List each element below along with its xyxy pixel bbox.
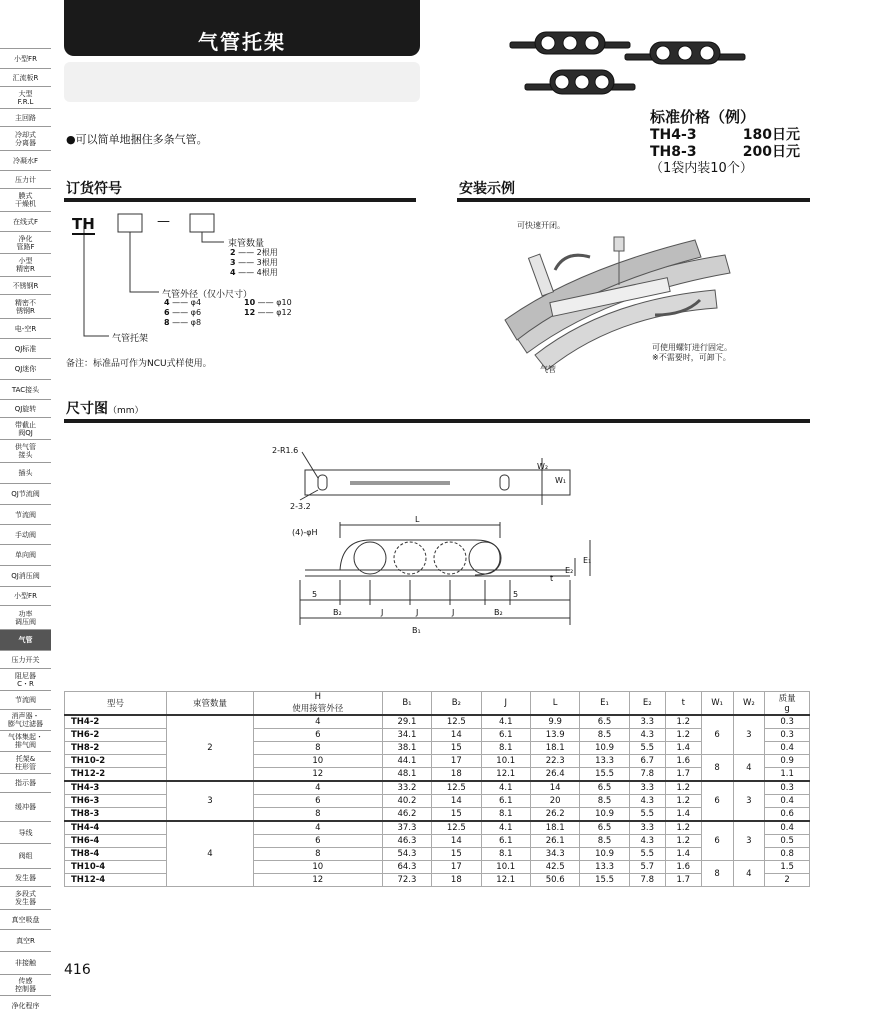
table-cell: 14 bbox=[432, 795, 481, 808]
table-cell: 3.3 bbox=[629, 781, 665, 795]
table-cell: 1.2 bbox=[665, 781, 701, 795]
table-cell: 1.2 bbox=[665, 795, 701, 808]
dia-row: 10 —— φ10 bbox=[244, 298, 292, 307]
sidebar-item[interactable]: 净化程序 bbox=[0, 995, 51, 1016]
table-cell: 6 bbox=[253, 795, 382, 808]
sidebar-item[interactable]: 托架& 柱形管 bbox=[0, 751, 51, 773]
table-cell: TH10-2 bbox=[65, 755, 167, 768]
table-cell: 4.3 bbox=[629, 729, 665, 742]
dim-E1: E₁ bbox=[583, 556, 592, 565]
sidebar-item[interactable]: 不锈钢R bbox=[0, 276, 51, 294]
count-row: 4 —— 4根用 bbox=[230, 268, 278, 277]
table-cell: 15 bbox=[432, 848, 481, 861]
table-cell: 1.4 bbox=[665, 848, 701, 861]
table-cell: 26.2 bbox=[530, 808, 579, 822]
dim-5-right: 5 bbox=[513, 590, 519, 599]
sidebar-item[interactable]: QJ迷你 bbox=[0, 358, 51, 379]
dim-B2: B₂ bbox=[333, 608, 342, 617]
table-cell: 15.5 bbox=[580, 874, 629, 887]
page-number: 416 bbox=[64, 962, 91, 978]
table-cell: 3.3 bbox=[629, 821, 665, 835]
table-row bbox=[65, 715, 810, 729]
sidebar-item[interactable]: TAC接头 bbox=[0, 379, 51, 399]
dim-5-left: 5 bbox=[312, 590, 318, 599]
order-dash: — bbox=[157, 214, 170, 229]
table-cell: 54.3 bbox=[382, 848, 431, 861]
sidebar-item[interactable]: 小型 精密R bbox=[0, 253, 51, 276]
dim-B2: B₂ bbox=[494, 608, 503, 617]
table-cell: 64.3 bbox=[382, 861, 431, 874]
table-cell: 1.2 bbox=[665, 729, 701, 742]
table-cell: 6 bbox=[701, 781, 733, 821]
table-cell: 0.4 bbox=[765, 795, 810, 808]
sidebar-item[interactable]: 阀组 bbox=[0, 843, 51, 868]
table-cell: 10.9 bbox=[580, 848, 629, 861]
table-cell: 14 bbox=[432, 835, 481, 848]
table-cell: 1.6 bbox=[665, 861, 701, 874]
table-cell: 38.1 bbox=[382, 742, 431, 755]
table-cell: 5.5 bbox=[629, 808, 665, 822]
table-cell: 6.1 bbox=[481, 795, 530, 808]
table-cell: 4.1 bbox=[481, 821, 530, 835]
table-cell: 3 bbox=[733, 715, 765, 755]
table-cell: 1.4 bbox=[665, 808, 701, 822]
table-cell: 8.1 bbox=[481, 742, 530, 755]
dimension-drawing bbox=[260, 440, 610, 645]
table-cell: 6.1 bbox=[481, 729, 530, 742]
sidebar-item[interactable]: 精密不 锈钢R bbox=[0, 294, 51, 318]
table-cell: 4 bbox=[253, 821, 382, 835]
table-cell: 8 bbox=[701, 861, 733, 887]
sidebar-item[interactable]: QJ消压阀 bbox=[0, 565, 51, 586]
order-note: 备注：标准品可作为NCU式样使用。 bbox=[66, 359, 212, 369]
sidebar-item[interactable]: 真空吸盘 bbox=[0, 909, 51, 929]
sidebar-item[interactable]: 导线 bbox=[0, 821, 51, 843]
sidebar-item[interactable]: 小型FR bbox=[0, 48, 51, 68]
sidebar-item[interactable]: 在线式F bbox=[0, 211, 51, 231]
table-cell: TH12-2 bbox=[65, 768, 167, 782]
table-cell: 1.2 bbox=[665, 835, 701, 848]
table-cell: 8 bbox=[701, 755, 733, 782]
table-cell: 34.3 bbox=[530, 848, 579, 861]
table-cell: TH6-4 bbox=[65, 835, 167, 848]
table-cell: TH4-4 bbox=[65, 821, 167, 835]
sidebar-item[interactable]: 大型 F.R.L bbox=[0, 86, 51, 108]
table-header-row bbox=[65, 692, 810, 716]
install-remove-label: ※不需要时，可卸下。 bbox=[652, 353, 731, 362]
table-cell: TH4-2 bbox=[65, 715, 167, 729]
order-heading-bar bbox=[64, 198, 416, 202]
table-cell: 2 bbox=[167, 715, 254, 781]
column-header: t bbox=[665, 692, 701, 716]
table-cell: 8.5 bbox=[580, 795, 629, 808]
table-cell: 12.5 bbox=[432, 715, 481, 729]
sidebar-item[interactable]: 发生器 bbox=[0, 868, 51, 886]
table-cell: 10.1 bbox=[481, 861, 530, 874]
table-cell: 8.1 bbox=[481, 808, 530, 822]
table-cell: 0.3 bbox=[765, 715, 810, 729]
table-cell: 1.6 bbox=[665, 755, 701, 768]
table-cell: 3 bbox=[167, 781, 254, 821]
table-cell: 4 bbox=[733, 861, 765, 887]
table-cell: 10 bbox=[253, 861, 382, 874]
table-cell: 1.1 bbox=[765, 768, 810, 782]
table-cell: 0.6 bbox=[765, 808, 810, 822]
table-cell: 8.1 bbox=[481, 848, 530, 861]
table-cell: 4.1 bbox=[481, 781, 530, 795]
table-cell: 6.5 bbox=[580, 821, 629, 835]
table-cell: 3.3 bbox=[629, 715, 665, 729]
column-header: E₁ bbox=[580, 692, 629, 716]
sidebar-item[interactable]: 冷却式 分离器 bbox=[0, 126, 51, 150]
sidebar-item[interactable]: 气体集起・ 排气阀 bbox=[0, 730, 51, 751]
table-cell: 26.4 bbox=[530, 768, 579, 782]
order-code-diagram bbox=[64, 208, 416, 348]
table-cell: 3 bbox=[733, 781, 765, 821]
title-banner bbox=[64, 0, 420, 56]
table-cell: TH10-4 bbox=[65, 861, 167, 874]
install-heading-bar bbox=[457, 198, 810, 202]
sidebar-item[interactable]: 压力开关 bbox=[0, 650, 51, 668]
sidebar-item[interactable]: 供气管 接头 bbox=[0, 439, 51, 462]
table-cell: 7.8 bbox=[629, 768, 665, 782]
table-cell: 4 bbox=[253, 715, 382, 729]
table-cell: 4 bbox=[167, 821, 254, 887]
table-cell: 0.9 bbox=[765, 755, 810, 768]
table-cell: 20 bbox=[530, 795, 579, 808]
sidebar-item[interactable]: 多段式 发生器 bbox=[0, 886, 51, 909]
table-cell: 44.1 bbox=[382, 755, 431, 768]
install-tube-label: 气管 bbox=[540, 365, 556, 374]
table-cell: 33.2 bbox=[382, 781, 431, 795]
table-cell: 10.9 bbox=[580, 808, 629, 822]
sidebar-item[interactable]: 压力计 bbox=[0, 170, 51, 188]
table-cell: 6.5 bbox=[580, 715, 629, 729]
dia-row: 4 —— φ4 bbox=[164, 298, 202, 307]
sidebar-item[interactable]: 功率 调压阀 bbox=[0, 605, 51, 629]
product-photo bbox=[505, 22, 755, 112]
table-cell: 22.3 bbox=[530, 755, 579, 768]
dim-w2: W₂ bbox=[537, 462, 549, 471]
sidebar-item[interactable]: 电-空R bbox=[0, 318, 51, 338]
dia-row: 6 —— φ6 bbox=[164, 308, 202, 317]
table-cell: TH8-4 bbox=[65, 848, 167, 861]
table-cell: 1.7 bbox=[665, 874, 701, 887]
table-cell: 10.9 bbox=[580, 742, 629, 755]
table-cell: 1.7 bbox=[665, 768, 701, 782]
sidebar-item[interactable]: 传感 控制器 bbox=[0, 974, 51, 995]
dim-L: L bbox=[415, 515, 420, 524]
table-cell: TH8-3 bbox=[65, 808, 167, 822]
table-cell: TH6-3 bbox=[65, 795, 167, 808]
table-cell: 12.1 bbox=[481, 874, 530, 887]
sidebar-item[interactable]: 冷凝水F bbox=[0, 150, 51, 170]
table-cell: 12 bbox=[253, 874, 382, 887]
table-cell: 46.3 bbox=[382, 835, 431, 848]
sidebar-item[interactable]: 气管 bbox=[0, 629, 51, 650]
sidebar-item[interactable]: 插头 bbox=[0, 462, 51, 483]
sidebar-item[interactable]: 手动阀 bbox=[0, 524, 51, 544]
table-cell: 34.1 bbox=[382, 729, 431, 742]
table-cell: 18 bbox=[432, 874, 481, 887]
table-cell: 18 bbox=[432, 768, 481, 782]
table-cell: 26.1 bbox=[530, 835, 579, 848]
table-cell: 4 bbox=[733, 755, 765, 782]
table-cell: 9.9 bbox=[530, 715, 579, 729]
install-open-label: 可快速开闭。 bbox=[517, 221, 565, 230]
price-pack: （1袋内装10个） bbox=[650, 161, 753, 176]
table-cell: 42.5 bbox=[530, 861, 579, 874]
table-cell: 8 bbox=[253, 742, 382, 755]
table-cell: 17 bbox=[432, 861, 481, 874]
table-cell: 4.3 bbox=[629, 835, 665, 848]
table-cell: 5.5 bbox=[629, 742, 665, 755]
table-cell: 8.5 bbox=[580, 729, 629, 742]
table-cell: 6 bbox=[253, 729, 382, 742]
table-cell: TH6-2 bbox=[65, 729, 167, 742]
table-cell: 29.1 bbox=[382, 715, 431, 729]
table-cell: 48.1 bbox=[382, 768, 431, 782]
price-row: TH8-3 200日元 bbox=[650, 144, 800, 160]
sidebar-item[interactable]: 节流阀 bbox=[0, 504, 51, 524]
order-prefix: TH bbox=[72, 215, 95, 233]
page-title: 气管托架 bbox=[198, 30, 286, 54]
sidebar-item[interactable]: 小型FR bbox=[0, 586, 51, 605]
feature-text: ●可以简单地捆住多条气管。 bbox=[66, 133, 208, 146]
table-cell: 13.3 bbox=[580, 755, 629, 768]
table-cell: 12.1 bbox=[481, 768, 530, 782]
sidebar-item[interactable]: 膜式 干燥机 bbox=[0, 188, 51, 211]
dim-J: J bbox=[416, 608, 419, 617]
spec-table bbox=[64, 691, 810, 887]
column-header: B₂ bbox=[432, 692, 481, 716]
table-cell: 18.1 bbox=[530, 742, 579, 755]
column-header: J bbox=[481, 692, 530, 716]
table-cell: 0.3 bbox=[765, 729, 810, 742]
table-cell: 1.2 bbox=[665, 821, 701, 835]
table-cell: 17 bbox=[432, 755, 481, 768]
table-cell: 15 bbox=[432, 808, 481, 822]
sidebar-item[interactable]: 节流阀 bbox=[0, 690, 51, 709]
table-cell: 12.5 bbox=[432, 781, 481, 795]
count-row: 3 —— 3根用 bbox=[230, 258, 278, 267]
column-header: W₁ bbox=[701, 692, 733, 716]
count-row: 2 —— 2根用 bbox=[230, 248, 278, 257]
table-cell: 5.5 bbox=[629, 848, 665, 861]
column-header: H 使用接管外径 bbox=[253, 692, 382, 716]
table-cell: 4.3 bbox=[629, 795, 665, 808]
table-cell: 0.3 bbox=[765, 781, 810, 795]
dim-r: 2-R1.6 bbox=[272, 446, 299, 455]
sidebar-item[interactable]: QJ节流阀 bbox=[0, 483, 51, 504]
table-cell: 1.4 bbox=[665, 742, 701, 755]
table-row bbox=[65, 781, 810, 795]
dim-B1: B₁ bbox=[412, 626, 421, 635]
dim-t: t bbox=[550, 574, 554, 583]
table-cell: 13.3 bbox=[580, 861, 629, 874]
table-cell: 0.4 bbox=[765, 742, 810, 755]
table-cell: 10 bbox=[253, 755, 382, 768]
table-cell: 4 bbox=[253, 781, 382, 795]
dim-hole: 2-3.2 bbox=[290, 502, 311, 511]
diameter-label: 气管外径（仅小尺寸） bbox=[162, 290, 253, 300]
table-cell: TH12-4 bbox=[65, 874, 167, 887]
table-cell: 2 bbox=[765, 874, 810, 887]
table-cell: TH4-3 bbox=[65, 781, 167, 795]
table-cell: 37.3 bbox=[382, 821, 431, 835]
table-cell: 6 bbox=[253, 835, 382, 848]
table-cell: 18.1 bbox=[530, 821, 579, 835]
table-cell: 46.2 bbox=[382, 808, 431, 822]
title-subbox bbox=[64, 62, 420, 102]
dia-row: 12 —— φ12 bbox=[244, 308, 292, 317]
sidebar-index bbox=[0, 48, 51, 1016]
table-cell: 0.5 bbox=[765, 835, 810, 848]
sidebar-item[interactable]: 单向阀 bbox=[0, 544, 51, 565]
install-screw-label: 可使用螺钉进行固定。 bbox=[652, 343, 732, 352]
column-header: B₁ bbox=[382, 692, 431, 716]
dim-E2: E₂ bbox=[565, 566, 574, 575]
dims-heading: 尺寸图（mm） bbox=[66, 401, 144, 417]
order-heading: 订货符号 bbox=[66, 181, 122, 197]
table-row bbox=[65, 821, 810, 835]
column-header: 束管数量 bbox=[167, 692, 254, 716]
table-cell: 50.6 bbox=[530, 874, 579, 887]
dia-row: 8 —— φ8 bbox=[164, 318, 202, 327]
table-cell: 10.1 bbox=[481, 755, 530, 768]
table-cell: 1.5 bbox=[765, 861, 810, 874]
table-cell: 12.5 bbox=[432, 821, 481, 835]
dim-J: J bbox=[381, 608, 384, 617]
table-cell: 1.2 bbox=[665, 715, 701, 729]
install-heading: 安装示例 bbox=[459, 181, 515, 197]
table-cell: 7.8 bbox=[629, 874, 665, 887]
price-title: 标准价格（例） bbox=[650, 108, 756, 126]
count-label: 束管数量 bbox=[228, 239, 265, 249]
table-cell: 13.9 bbox=[530, 729, 579, 742]
dim-w1: W₁ bbox=[555, 476, 567, 485]
table-cell: 14 bbox=[432, 729, 481, 742]
column-header: E₂ bbox=[629, 692, 665, 716]
table-cell: 8.5 bbox=[580, 835, 629, 848]
sidebar-item[interactable]: 阻尼器 C・R bbox=[0, 668, 51, 690]
dim-qty: (4)-φH bbox=[292, 528, 318, 537]
table-cell: 15 bbox=[432, 742, 481, 755]
table-cell: 8 bbox=[253, 808, 382, 822]
sidebar-item[interactable]: 指示器 bbox=[0, 773, 51, 792]
sidebar-item[interactable]: 主回路 bbox=[0, 108, 51, 126]
sidebar-item[interactable]: 真空R bbox=[0, 929, 51, 951]
table-cell: 40.2 bbox=[382, 795, 431, 808]
table-cell: 15.5 bbox=[580, 768, 629, 782]
sidebar-item[interactable]: QJ旋转 bbox=[0, 399, 51, 417]
table-cell: 4.1 bbox=[481, 715, 530, 729]
table-cell: 3 bbox=[733, 821, 765, 861]
table-cell: 6.5 bbox=[580, 781, 629, 795]
table-cell: 6.1 bbox=[481, 835, 530, 848]
table-cell: 6 bbox=[701, 715, 733, 755]
table-cell: 72.3 bbox=[382, 874, 431, 887]
sidebar-item[interactable]: 净化 管路F bbox=[0, 231, 51, 253]
sidebar-item[interactable]: 缓冲器 bbox=[0, 792, 51, 821]
table-cell: 6 bbox=[701, 821, 733, 861]
sidebar-item[interactable]: 汇流板R bbox=[0, 68, 51, 86]
table-cell: 14 bbox=[530, 781, 579, 795]
dims-heading-bar bbox=[64, 419, 810, 423]
sidebar-item[interactable]: 带截止 阀QJ bbox=[0, 417, 51, 439]
sidebar-item[interactable]: QJ标准 bbox=[0, 338, 51, 358]
table-cell: 0.8 bbox=[765, 848, 810, 861]
sidebar-item[interactable]: 非接触 bbox=[0, 951, 51, 974]
bracket-label: 气管托架 bbox=[112, 334, 149, 344]
column-header: W₂ bbox=[733, 692, 765, 716]
price-row: TH4-3 180日元 bbox=[650, 127, 800, 143]
table-cell: 8 bbox=[253, 848, 382, 861]
table-cell: 6.7 bbox=[629, 755, 665, 768]
sidebar-item[interactable]: 消声器・ 膨气过滤器 bbox=[0, 709, 51, 730]
column-header: 型号 bbox=[65, 692, 167, 716]
price-block bbox=[650, 106, 800, 177]
table-cell: 0.4 bbox=[765, 821, 810, 835]
column-header: L bbox=[530, 692, 579, 716]
table-cell: 12 bbox=[253, 768, 382, 782]
table-cell: TH8-2 bbox=[65, 742, 167, 755]
dim-J: J bbox=[452, 608, 455, 617]
table-cell: 5.7 bbox=[629, 861, 665, 874]
column-header: 质量 g bbox=[765, 692, 810, 716]
